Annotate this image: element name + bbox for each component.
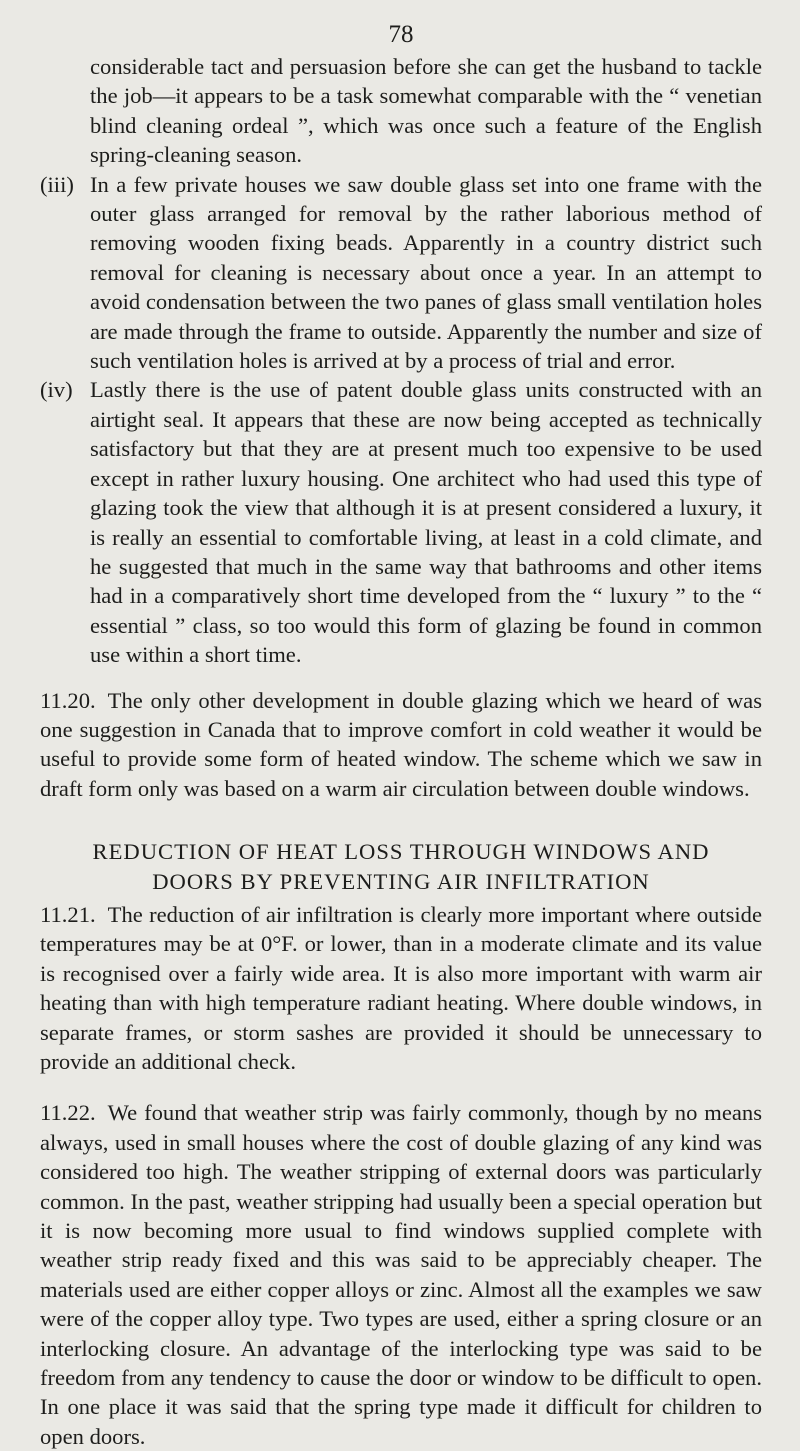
list-item-text: In a few private houses we saw double glass set into one frame with the outer glass arranged for removal by the rather laborious method of removing wooden fixing beads. Apparently in a country district such removal for cleaning is necessary about once a year. In an attempt to avoid condensation between the two panes of glass small ventilation holes are made through the frame to outside. Apparently the number and size of such ventilation holes is arrived at by a process of trial and error. <box>90 171 762 374</box>
paragraph-text: We found that weather strip was fairly commonly, though by no means always, used in small houses where the cost of double glazing of any kind was considered too high. The weather stripping of external doors was particularly common. In the past, weather stripping had usually been a special operation but it is now becoming more usual to find windows supplied complete with weather strip ready fixed and this was said to be appreciably cheaper. The materials used are either copper alloys or zinc. Almost all the examples we saw were of the copper alloy type. Two types are used, either a spring closure or an interlocking closure. An advantage of the interlocking type was said to be freedom from any tendency to cause the door or window to be difficult to open. In one place it was said that the spring type made it difficult for children to open doors. <box>40 1100 762 1449</box>
page-number: 78 <box>388 21 414 48</box>
section-heading-line-1: REDUCTION OF HEAT LOSS THROUGH WINDOWS AND <box>92 839 710 865</box>
list-item-number: (iv) <box>40 377 73 403</box>
paragraph-11-20 <box>40 686 762 804</box>
paragraph-text: The only other development in double glazing which we heard of was one suggestion in Canada that to improve comfort in cold weather it would be useful to provide some form of heated window. The scheme which we saw in draft form only was based on a warm air circulation between double windows. <box>40 687 762 801</box>
list-item-iii <box>40 170 762 376</box>
list-item-number: (iii) <box>40 171 74 197</box>
list-item-iv <box>40 375 762 669</box>
section-heading <box>40 837 762 896</box>
paragraph-text: The reduction of air infiltration is clearly more important where outside temperatures may be at 0°F. or lower, than in a moderate climate and its value is recognised over a fairly wide area. It is also more important with warm air heating than with high temperature radiant heating. Where double windows, in separate frames, or storm sashes are provided it should be unnecessary to provide an additional check. <box>40 901 762 1074</box>
paragraph-number: 11.21. <box>40 901 96 927</box>
list-item-text: Lastly there is the use of patent double glass units constructed with an airtight seal. It appears that these are now being accepted as technically satisfactory but that they are at present much too expensive to be used except in rather luxury housing. One architect who had used this type of glazing took the view that although it is at present considered a luxury, it is really an essential to comfortable living, at least in a cold climate, and he suggested that much in the same way that bathrooms and other items had in a comparatively short time developed from the “ luxury ” to the “ essential ” class, so too would this form of glazing be found in common use within a short time. <box>90 377 762 668</box>
paragraph-11-21 <box>40 900 762 1076</box>
continuation-paragraph: considerable tact and persuasion before she can get the husband to tackle the job—it appears to be a task somewhat comparable with the “ venetian blind cleaning ordeal ”, which was once such a feature of the English spring-cleaning season. <box>90 54 762 168</box>
section-heading-line-2: DOORS BY PREVENTING AIR INFILTRATION <box>152 868 650 894</box>
paragraph-11-22 <box>40 1098 762 1451</box>
paragraph-number: 11.22. <box>40 1100 96 1126</box>
paragraph-number: 11.20. <box>40 687 96 713</box>
